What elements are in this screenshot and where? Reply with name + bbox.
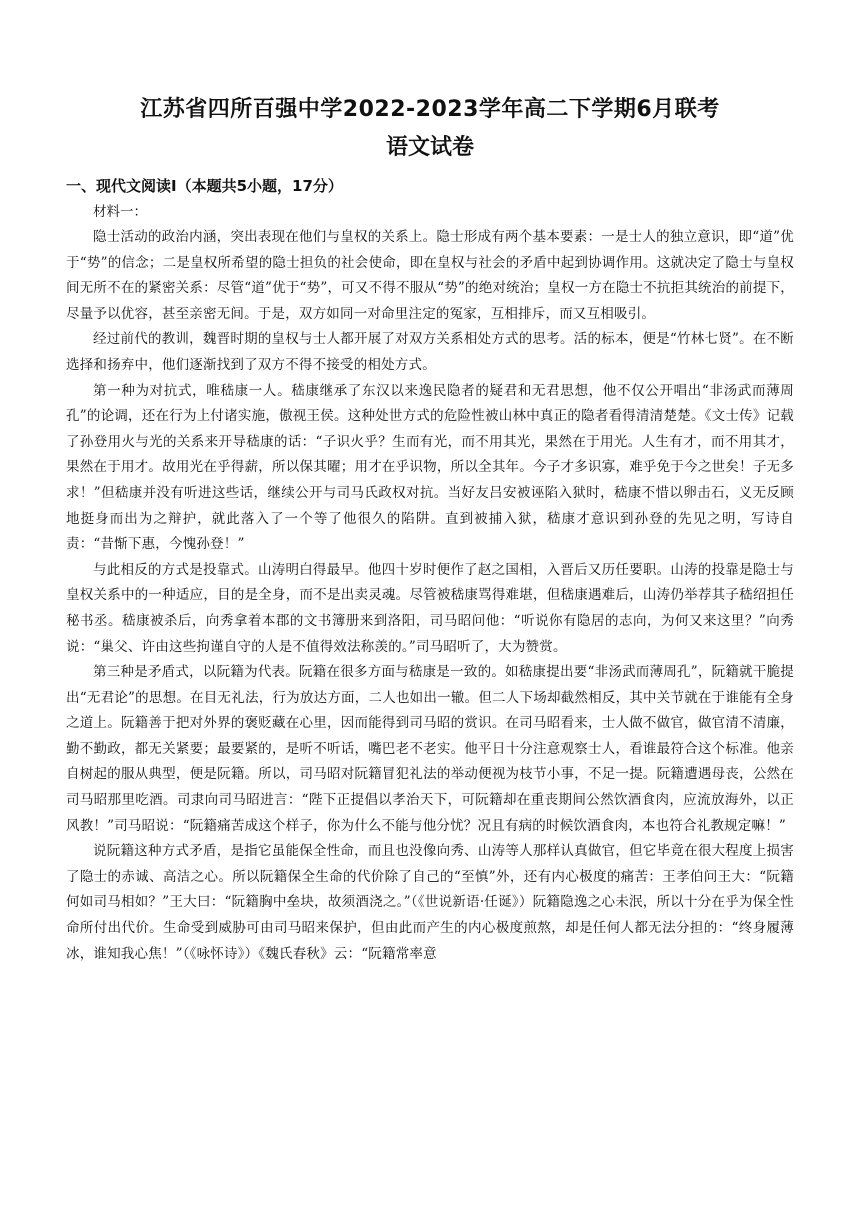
paragraph-2: 经过前代的教训，魏晋时期的皇权与士人都开展了对双方关系相处方式的思考。活的标本，便是“竹林七贤”。在不断选择和扬弃中，他们逐渐找到了双方不得不接受的相处方式。 (66, 331, 794, 373)
material-label: 材料一： (93, 204, 147, 220)
exam-title: 江苏省四所百强中学2022-2023学年高二下学期6月联考 (140, 97, 720, 122)
paragraph-4: 与此相反的方式是投靠式。山涛明白得最早。他四十岁时便作了赵之国相，入晋后又历任要职。山涛的投靠是隐士与皇权关系中的一种适应，目的是全身，而不是出卖灵魂。尽管被嵇康骂得难堪，但嵇康遇难后，山涛仍举荐其子嵇绍担任秘书丞。嵇康被杀后，向秀拿着本郡的文书簿册来到洛阳，司马昭问他：“听说你有隐居的志向，为何又来这里？”向秀说：“巢父、许由这些拘谨自守的人是不值得效法称羡的。”司马昭听了，大为赞赏。 (66, 561, 794, 655)
section-heading: 一、现代文阅读I（本题共5小题，17分） (66, 177, 343, 195)
paragraph-1: 隐士活动的政治内涵，突出表现在他们与皇权的关系上。隐士形成有两个基本要素：一是士人的独立意识，即“道”优于“势”的信念；二是皇权所希望的隐士担负的社会使命，即在皇权与社会的矛盾中起到协调作用。这就决定了隐士与皇权间无所不在的紧密关系：尽管“道”优于“势”，可又不得不服从“势”的绝对统治；皇权一方在隐士不抗拒其统治的前提下，尽量予以优容，甚至亲密无间。于是，双方如同一对命里注定的冤家，互相排斥，而又互相吸引。 (66, 229, 794, 322)
paragraph-3: 第一种为对抗式，唯嵇康一人。嵇康继承了东汉以来逸民隐者的疑君和无君思想，他不仅公开唱出“非汤武而薄周孔”的论调，还在行为上付诸实施，傲视王侯。这种处世方式的危险性被山林中真正的隐者看得清清楚楚。《文士传》记载了孙登用火与光的关系来开导嵇康的话：“子识火乎？生而有光，而不用其光，果然在于用光。人生有才，而不用其才，果然在于用才。故用光在乎得薪，所以保其曜；用才在乎识物，所以全其年。今子才多识寡，难乎免于今之世矣！子无多求！”但嵇康并没有听进这些话，继续公开与司马氏政权对抗。当好友吕安被诬陷入狱时，嵇康不惜以卵击石，义无反顾地挺身而出为之辩护，就此落入了一个等了他很久的陷阱。直到被捕入狱，嵇康才意识到孙登的先见之明，写诗自责：“昔惭下惠，今愧孙登！” (66, 382, 794, 553)
paragraph-5: 第三种是矛盾式，以阮籍为代表。阮籍在很多方面与嵇康是一致的。如嵇康提出要“非汤武而薄周孔”，阮籍就干脆提出“无君论”的思想。在目无礼法，行为放达方面，二人也如出一辙。但二人下场却截然相反，其中关节就在于谁能有全身之道上。阮籍善于把对外界的褒贬藏在心里，因而能得到司马昭的赏识。在司马昭看来，士人做不做官，做官清不清廉，勤不勤政，都无关紧要；最要紧的，是听不听话，嘴巴老不老实。他平日十分注意观察士人，看谁最符合这个标准。他亲自树起的服从典型，便是阮籍。所以，司马昭对阮籍冒犯礼法的举动便视为枝节小事，不足一提。阮籍遭遇母丧，公然在司马昭那里吃酒。司隶向司马昭进言：“陛下正提倡以孝治天下，可阮籍却在重丧期间公然饮酒食肉，应流放海外，以正风教！”司马昭说：“阮籍痛苦成这个样子，你为什么不能与他分忧？况且有病的时候饮酒食肉，本也符合礼教规定嘛！” (66, 664, 794, 834)
paragraph-6: 说阮籍这种方式矛盾，是指它虽能保全性命，而且也没像向秀、山涛等人那样认真做官，但它毕竟在很大程度上损害了隐士的赤诚、高洁之心。所以阮籍保全生命的代价除了自己的“至慎”外，还有内心极度的痛苦：王孝伯问王大：“阮籍何如司马相如？”王大曰：“阮籍胸中垒块，故须酒浇之。”（《世说新语·任诞》）阮籍隐逸之心未泯，所以十分在乎为保全性命所付出代价。生命受到威胁可由司马昭来保护，但由此而产生的内心极度煎熬，却是任何人都无法分担的：“终身履薄冰，谁知我心焦！”（《咏怀诗》）《魏氏春秋》云：“阮籍常率意 (66, 843, 794, 962)
exam-subtitle: 语文试卷 (385, 135, 474, 160)
